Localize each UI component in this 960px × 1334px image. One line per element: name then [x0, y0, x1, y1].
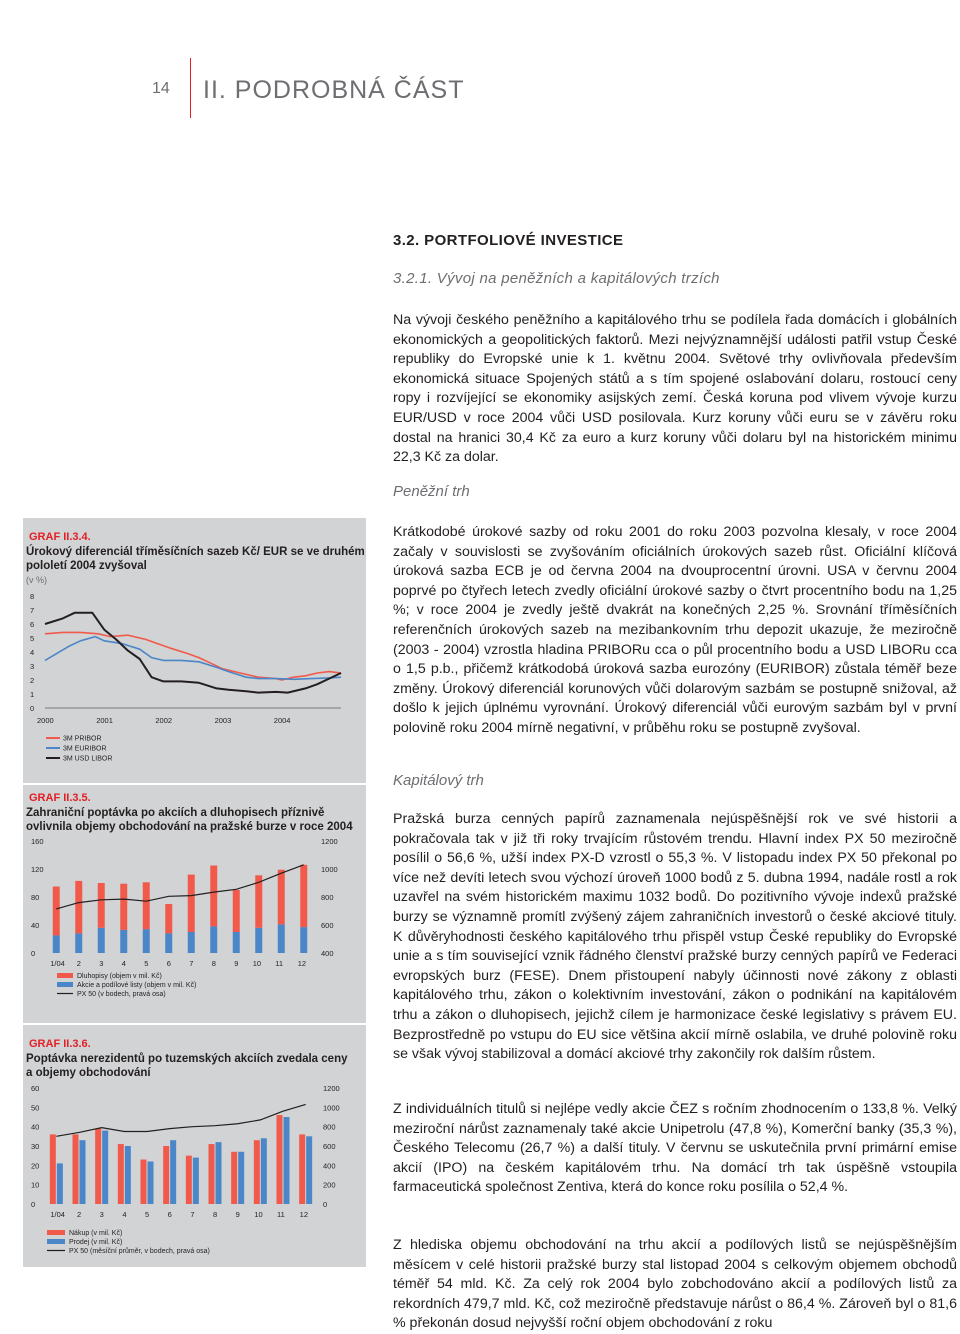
- chart-g2-label: GRAF II.3.5.: [29, 792, 91, 804]
- bar-dluhopisy: [120, 884, 127, 930]
- section-title: 3.2. PORTFOLIOVÉ INVESTICE: [393, 232, 624, 249]
- bar-prodej: [102, 1131, 108, 1204]
- bar-dluhopisy: [300, 865, 307, 927]
- bar-nakup: [277, 1115, 283, 1204]
- y-tick-label-right: 600: [323, 1142, 336, 1151]
- series-line: [45, 632, 341, 680]
- bar-akcie: [300, 927, 307, 953]
- bar-dluhopisy: [75, 881, 82, 934]
- y-tick-label-left: 30: [31, 1142, 40, 1151]
- bar-nakup: [50, 1134, 56, 1204]
- y-tick-label-left: 50: [31, 1103, 40, 1113]
- bar-prodej: [148, 1161, 154, 1204]
- bar-prodej: [125, 1146, 131, 1204]
- x-tick-label: 10: [254, 1210, 263, 1219]
- y-tick-label: 2: [30, 676, 35, 685]
- chart-g3-title-line2: a objemy obchodování: [26, 1067, 151, 1079]
- chart-g1-title-line2: pololetí 2004 zvyšoval: [26, 560, 147, 572]
- y-tick-label: 0: [30, 704, 35, 713]
- bar-nakup: [231, 1152, 237, 1204]
- bar-prodej: [193, 1158, 199, 1204]
- y-tick-label-left: 160: [31, 837, 44, 846]
- bar-akcie: [278, 924, 285, 953]
- bar-dluhopisy: [233, 890, 240, 932]
- y-tick-label: 8: [30, 592, 35, 601]
- y-tick-label-right: 200: [323, 1180, 336, 1190]
- bar-prodej: [238, 1152, 244, 1204]
- paragraph-money-market: Krátkodobé úrokové sazby od roku 2001 do roku 2003 pozvolna klesaly, v roce 2004 začaly v souvislosti se zvyšováním oficiálních úrokových sazeb růst. Oficiální klíčová úroková sazba ECB je od června 2004 na dvouprocentní úrovni. USA v červnu 2004 poprvé po čtyřech letech zvedly oficiální úrokové sazby o čtvrt procentního bodu na 1,25 %; v roce 2004 je zvedly ještě dvakrát na konečných 2,25 %. Srovnání tříměsíčních referenčních úrokových sazeb na mezibankovním trhu depozit ukazuje, že meziročně (2003 - 2004) vzrostla hladina PRIBORu cca o půl procentního bodu a USD LIBORu cca o 1,5 p.b., přičemž krátkodobá úroková sazba eurozóny (EURIBOR) zůstala téměř beze změny. Úrokový diferenciál korunových vůči dolarovým sazbám se postupně snižoval, až došlo k jejich úplnému vyrovnání. Úrokový diferenciál vůči eurovým sazbám byl v první polovině roku 2004 mírně negativní, v průběhu roku se postupně zvyšoval.: [393, 524, 957, 736]
- chart-g2-plot: [23, 835, 366, 1015]
- section-subtitle: 3.2.1. Vývoj na peněžních a kapitálových trzích: [393, 270, 720, 287]
- chart-g1-plot: [23, 588, 366, 773]
- bar-akcie: [233, 932, 240, 953]
- bar-akcie: [98, 928, 105, 953]
- chart-g2-title-line1: Zahraniční poptávka po akciích a dluhopisech příznivě: [26, 807, 325, 819]
- y-tick-label-left: 10: [31, 1180, 40, 1190]
- x-tick-label: 2004: [273, 716, 291, 725]
- bar-prodej: [170, 1140, 176, 1204]
- capital-market-heading: Kapitálový trh: [393, 772, 484, 789]
- x-tick-label: 2: [77, 1210, 82, 1219]
- x-tick-label: 6: [167, 1210, 172, 1219]
- bar-akcie: [143, 929, 150, 953]
- x-tick-label: 6: [166, 959, 171, 968]
- bar-prodej: [284, 1117, 290, 1204]
- bar-dluhopisy: [210, 866, 217, 927]
- x-tick-label: 11: [275, 959, 284, 968]
- legend-label: PX 50 (měsíční průměr, v bodech, pravá osa): [69, 1248, 210, 1255]
- y-tick-label: 5: [30, 634, 35, 643]
- bar-nakup: [163, 1146, 169, 1204]
- bar-prodej: [57, 1163, 63, 1204]
- px50-line: [56, 865, 304, 909]
- bar-dluhopisy: [278, 870, 285, 925]
- bar-akcie: [75, 933, 82, 953]
- y-tick-label: 1: [30, 690, 35, 699]
- x-tick-label: 8: [211, 959, 216, 968]
- bar-nakup: [118, 1144, 124, 1204]
- header-divider: [190, 58, 191, 118]
- x-tick-label: 2: [76, 959, 81, 968]
- y-tick-label-right: 1000: [323, 1103, 340, 1113]
- bar-akcie: [188, 932, 195, 953]
- y-tick-label-right: 800: [321, 893, 334, 902]
- x-tick-label: 4: [122, 1210, 127, 1219]
- x-tick-label: 12: [297, 959, 307, 968]
- y-tick-label-left: 0: [31, 949, 36, 958]
- px50-line: [56, 1104, 305, 1136]
- y-tick-label: 6: [30, 620, 35, 629]
- x-tick-label: 9: [234, 959, 239, 968]
- x-tick-label: 9: [235, 1210, 240, 1219]
- bar-prodej: [216, 1142, 222, 1204]
- y-tick-label: 3: [30, 662, 35, 671]
- x-tick-label: 2003: [214, 716, 232, 725]
- series-line: [45, 637, 341, 680]
- y-tick-label-right: 800: [323, 1122, 336, 1132]
- x-tick-label: 3: [99, 959, 104, 968]
- y-tick-label-left: 40: [31, 921, 40, 930]
- legend-label: 3M USD LIBOR: [63, 755, 113, 763]
- series-line: [45, 613, 341, 693]
- y-tick-label-right: 1200: [323, 1084, 340, 1093]
- y-tick-label-right: 1000: [321, 865, 338, 874]
- x-tick-label: 5: [145, 1210, 150, 1219]
- bar-dluhopisy: [188, 875, 195, 932]
- y-tick-label: 7: [30, 606, 35, 615]
- y-tick-label-left: 60: [31, 1084, 40, 1093]
- x-tick-label: 7: [190, 1210, 195, 1219]
- y-tick-label-left: 0: [31, 1200, 36, 1209]
- bar-nakup: [209, 1144, 215, 1204]
- bar-akcie: [210, 926, 217, 953]
- bar-prodej: [306, 1136, 312, 1204]
- bar-dluhopisy: [98, 883, 105, 928]
- paragraph-capital-market: Pražská burza cenných papírů zaznamenala nejúspěšnější rok ve své historii a pokračovala tak v již tři roky trvajícím růstovém trendu. Hlavní index PX 50 meziročně posílil o 56,6 %, užší index PX-D vzrostl o 55,3 %. V listopadu index PX 50 překonal po více než devíti letech svou výchozí úroveň 1000 bodů z 5. dubna 1994, nadále rostl a rok uzavřel na svém historickém maximu 1032 bodů. Do pozitivního vývoje indexů pražské burzy se významně promítl zvýšený zájem zahraničních investorů o české akciové tituly. K důvěryhodnosti českého kapitálového trhu přispěl vstup České republiky do Evropské unie a s tím související vznik řádného členství pražské burzy cenných papírů ve Federaci evropských burz (FESE). Dnem přistoupení nabyly účinnosti nové zákony z oblasti kapitálového trhu, zákon o kolektivním investování, zákon o podnikání na kapitálovém trhu a zákon o dluhopisech, jejichž cílem je harmonizace české legislativy s právem EU. Bezprostředně po vstupu do EU sice většina akcií mírně oslabila, ve druhé polovině roku se však vývoj stabilizoval a domácí akciové trhy zakončily rok dalším růstem.: [393, 811, 957, 1063]
- paragraph-trading-volume: Z hlediska objemu obchodování na trhu akcií a podílových listů se nejúspěšnějším měsícem v celé historii pražské burzy stal listopad 2004 s celkovým objemem obchodů téměř 54 mld. Kč. Za celý rok 2004 bylo zobchodováno akcií a podílových listů za rekordních 479,7 mld. Kč, což meziročně představuje nárůst o 86,4 %. Zároveň byl o 81,6 % překonán dosud nejvyšší roční objem obchodování z roku: [393, 1237, 957, 1332]
- legend-swatch: [47, 1239, 65, 1244]
- chart-g3-plot: [23, 1082, 366, 1265]
- bar-akcie: [165, 933, 172, 953]
- x-tick-label: 7: [189, 959, 194, 968]
- chart-g1-label: GRAF II.3.4.: [29, 531, 91, 543]
- chart-g3-label: GRAF II.3.6.: [29, 1038, 91, 1050]
- x-tick-label: 10: [252, 959, 262, 968]
- legend-label: Prodej (v mil. Kč): [69, 1239, 123, 1246]
- legend-swatch: [57, 973, 73, 978]
- bar-nakup: [73, 1134, 79, 1204]
- bar-nakup: [95, 1129, 101, 1204]
- x-tick-label: 12: [299, 1210, 309, 1219]
- bar-nakup: [141, 1160, 147, 1204]
- bar-dluhopisy: [165, 904, 172, 933]
- chart-g2-title-line2: ovlivnila objemy obchodování na pražské burze v roce 2004: [26, 821, 353, 833]
- bar-akcie: [120, 930, 127, 953]
- legend-label: PX 50 (v bodech, pravá osa): [77, 991, 166, 998]
- bar-nakup: [254, 1140, 260, 1204]
- money-market-heading: Peněžní trh: [393, 483, 470, 500]
- bar-dluhopisy: [53, 887, 60, 936]
- y-tick-label: 4: [30, 648, 35, 657]
- bar-akcie: [53, 936, 60, 954]
- page-number: 14: [152, 80, 170, 97]
- paragraph-intro: Na vývoji českého peněžního a kapitálového trhu se podílela řada domácích i globálních ekonomických a geopolitických faktorů. Mezi nejvýznamnější události patřil vstup České republiky do Evropské unie k 1. květnu 2004. Světové trhy ovlivňovala především ekonomická situace Spojených států a s tím spojené oslabování dolaru, rostoucí ceny ropy i rozvíjející se ekonomiky asijských zemí. Česká koruna pod vlivem vývoje kurzu EUR/USD v roce 2004 vůči USD posilovala. Kurz koruny vůči euru se v závěru roku dostal na hranici 30,4 Kč za euro a kurz koruny vůči dolaru byl na historickém minimu 22,3 Kč za dolar.: [393, 312, 957, 466]
- x-tick-label: 1/04: [50, 1210, 65, 1219]
- legend-label: Nákup (v mil. Kč): [69, 1230, 123, 1237]
- x-tick-label: 1/04: [50, 959, 65, 968]
- x-tick-label: 8: [213, 1210, 218, 1219]
- bar-dluhopisy: [143, 882, 150, 929]
- bar-prodej: [261, 1138, 267, 1204]
- legend-label: 3M PRIBOR: [63, 735, 102, 743]
- y-tick-label-left: 20: [31, 1161, 40, 1171]
- y-tick-label-right: 600: [321, 921, 334, 930]
- y-tick-label-left: 80: [31, 893, 40, 902]
- y-tick-label-right: 1200: [321, 837, 338, 846]
- x-tick-label: 2001: [96, 716, 113, 725]
- chart-g3-title-line1: Poptávka nerezidentů po tuzemských akciích zvedala ceny: [26, 1053, 348, 1065]
- chapter-title: II. PODROBNÁ ČÁST: [203, 76, 465, 104]
- legend-swatch: [57, 982, 73, 987]
- x-tick-label: 2002: [155, 716, 173, 725]
- y-tick-label-left: 40: [31, 1122, 40, 1132]
- bar-nakup: [299, 1134, 305, 1204]
- x-tick-label: 4: [121, 959, 126, 968]
- bar-nakup: [186, 1156, 192, 1204]
- x-tick-label: 2000: [37, 716, 54, 725]
- legend-label: Akcie a podílové listy (objem v mil. Kč): [77, 982, 197, 989]
- legend-swatch: [47, 1230, 65, 1235]
- y-tick-label-left: 120: [31, 865, 44, 874]
- y-tick-label-right: 400: [323, 1161, 336, 1171]
- legend-label: Dluhopisy (objem v mil. Kč): [77, 973, 162, 980]
- chart-g1-title-line1: Úrokový diferenciál tříměsíčních sazeb Kč/ EUR se ve druhém: [26, 546, 365, 558]
- bar-prodej: [80, 1140, 86, 1204]
- bar-akcie: [255, 928, 262, 953]
- chart-g1-unit: (v %): [26, 575, 47, 585]
- x-tick-label: 3: [99, 1210, 104, 1219]
- legend-label: 3M EURIBOR: [63, 745, 107, 753]
- x-tick-label: 5: [144, 959, 149, 968]
- paragraph-individual-titles: Z individuálních titulů si nejlépe vedly akcie ČEZ s ročním zhodnocením o 133,8 %. Velký meziroční nárůst zaznamenaly také akcie Unipetrolu (47,8 %), Komerční banky (35,3 %), Českého Telecomu (26,7 %) a další tituly. V červnu se uskutečnila první primární emise akcií (IPO) na českém kapitálovém trhu. Na domácí trh tak úspěšně vstoupila farmaceutická společnost Zentiva, která do konce roku posílila o 52,4 %.: [393, 1101, 957, 1196]
- y-tick-label-right: 0: [323, 1200, 328, 1209]
- x-tick-label: 11: [277, 1210, 285, 1219]
- y-tick-label-right: 400: [321, 949, 334, 958]
